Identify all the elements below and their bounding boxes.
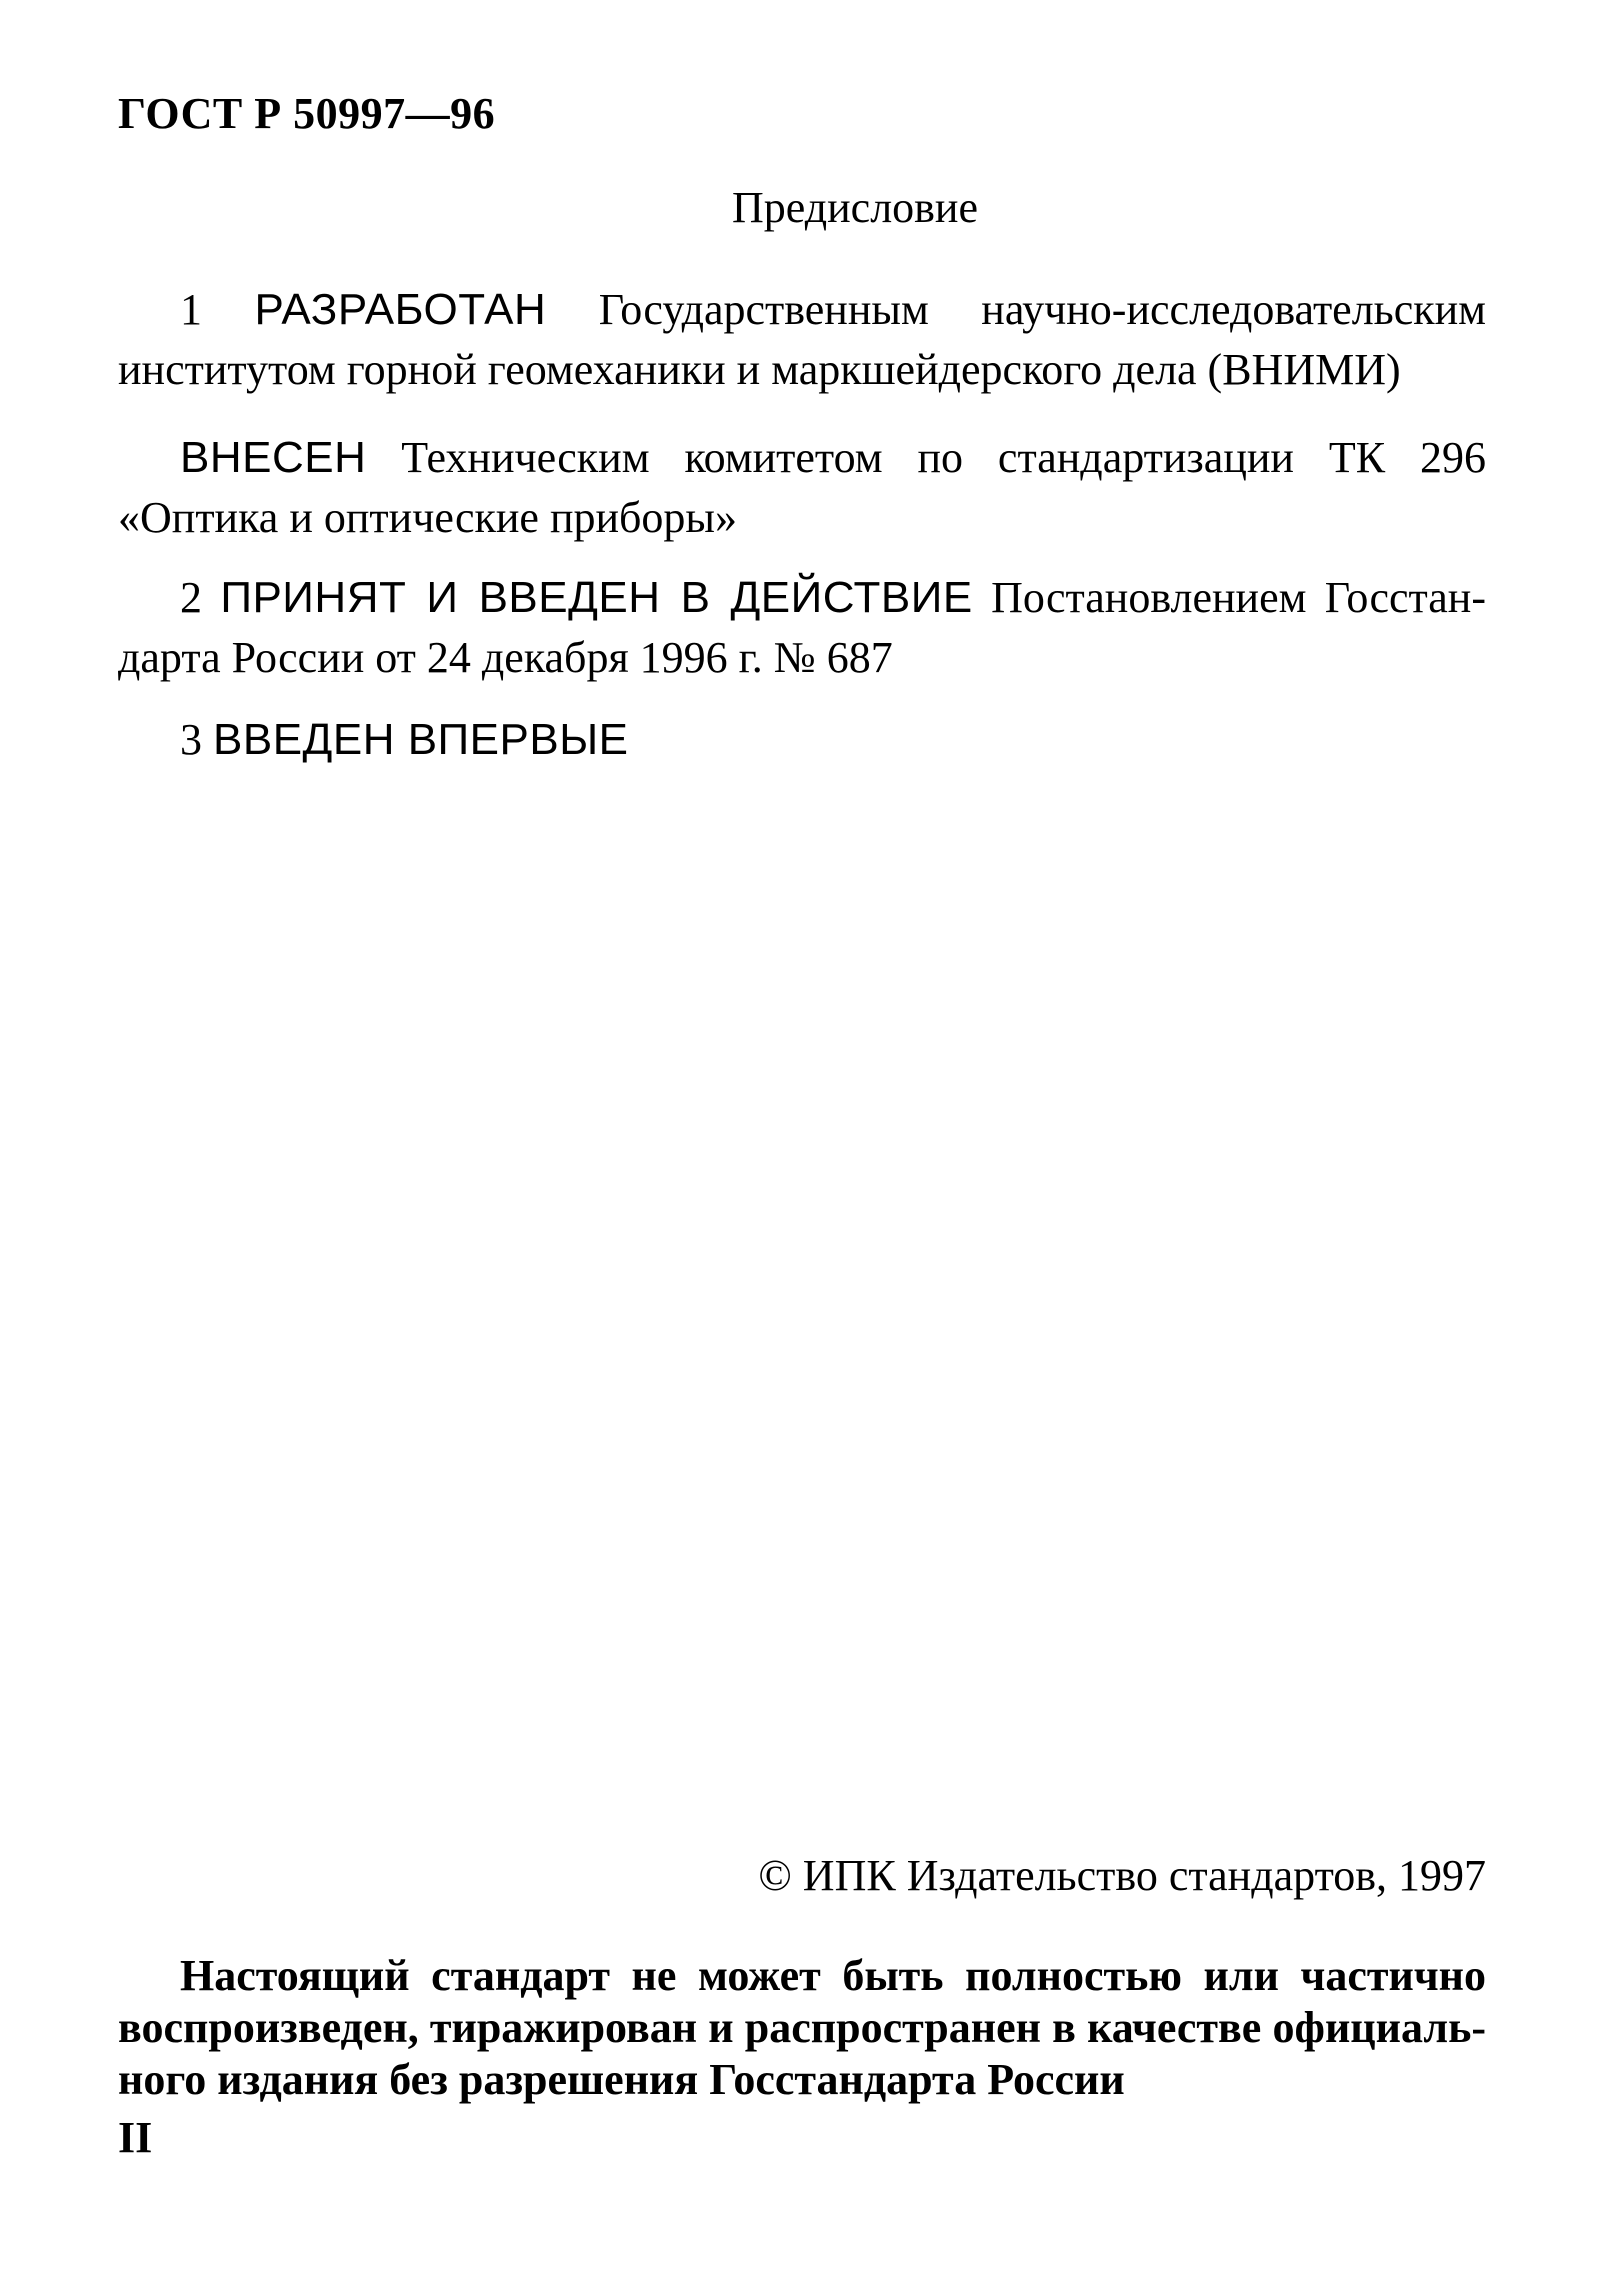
- section-introduced-line2: «Оптика и оптические приборы»: [118, 493, 737, 542]
- section-developed: [118, 280, 1486, 400]
- section-label: ВВЕДЕН ВПЕРВЫЕ: [213, 715, 629, 764]
- document-code: ГОСТ Р 50997—96: [118, 89, 496, 138]
- section-label: ПРИНЯТ И ВВЕДЕН В ДЕЙСТВИЕ: [220, 573, 973, 622]
- section-label: РАЗРАБОТАН: [254, 285, 547, 334]
- notice-line1-text: Настоящий стандарт не может быть полностью или частично: [180, 1951, 1486, 2000]
- section-developed-line2: институтом горной геомеханики и маркшейдерского дела (ВНИМИ): [118, 345, 1401, 394]
- notice-line2: воспроизведен, тиражирован и распространен в качестве официаль-: [118, 2003, 1486, 2052]
- section-number: 2: [180, 573, 202, 622]
- section-developed-line1: [118, 280, 1486, 340]
- section-first-line1: [118, 710, 1486, 770]
- reproduction-notice: [118, 1950, 1486, 2106]
- notice-line1: [118, 1950, 1486, 2002]
- section-text: Постановлением Госстан-: [991, 573, 1487, 622]
- section-introduced: [118, 428, 1486, 548]
- section-text: Государственным научно-исследовательским: [598, 285, 1487, 334]
- section-introduced-line1: [118, 428, 1486, 488]
- section-label: ВНЕСЕН: [180, 433, 367, 482]
- section-text: Техническим комитетом по стандартизации ТК 296: [401, 433, 1486, 482]
- section-number: 3: [180, 715, 202, 764]
- section-first: [118, 710, 1486, 770]
- section-adopted-line2: дарта России от 24 декабря 1996 г. № 687: [118, 633, 893, 682]
- copyright-line: © ИПК Издательство стандартов, 1997: [758, 1851, 1486, 1900]
- section-adopted: [118, 568, 1486, 688]
- section-number: 1: [180, 285, 202, 334]
- notice-line3: ного издания без разрешения Госстандарта России: [118, 2055, 1125, 2104]
- page-title: Предисловие: [732, 183, 978, 232]
- page-number: II: [118, 2113, 153, 2162]
- section-adopted-line1: [118, 568, 1486, 628]
